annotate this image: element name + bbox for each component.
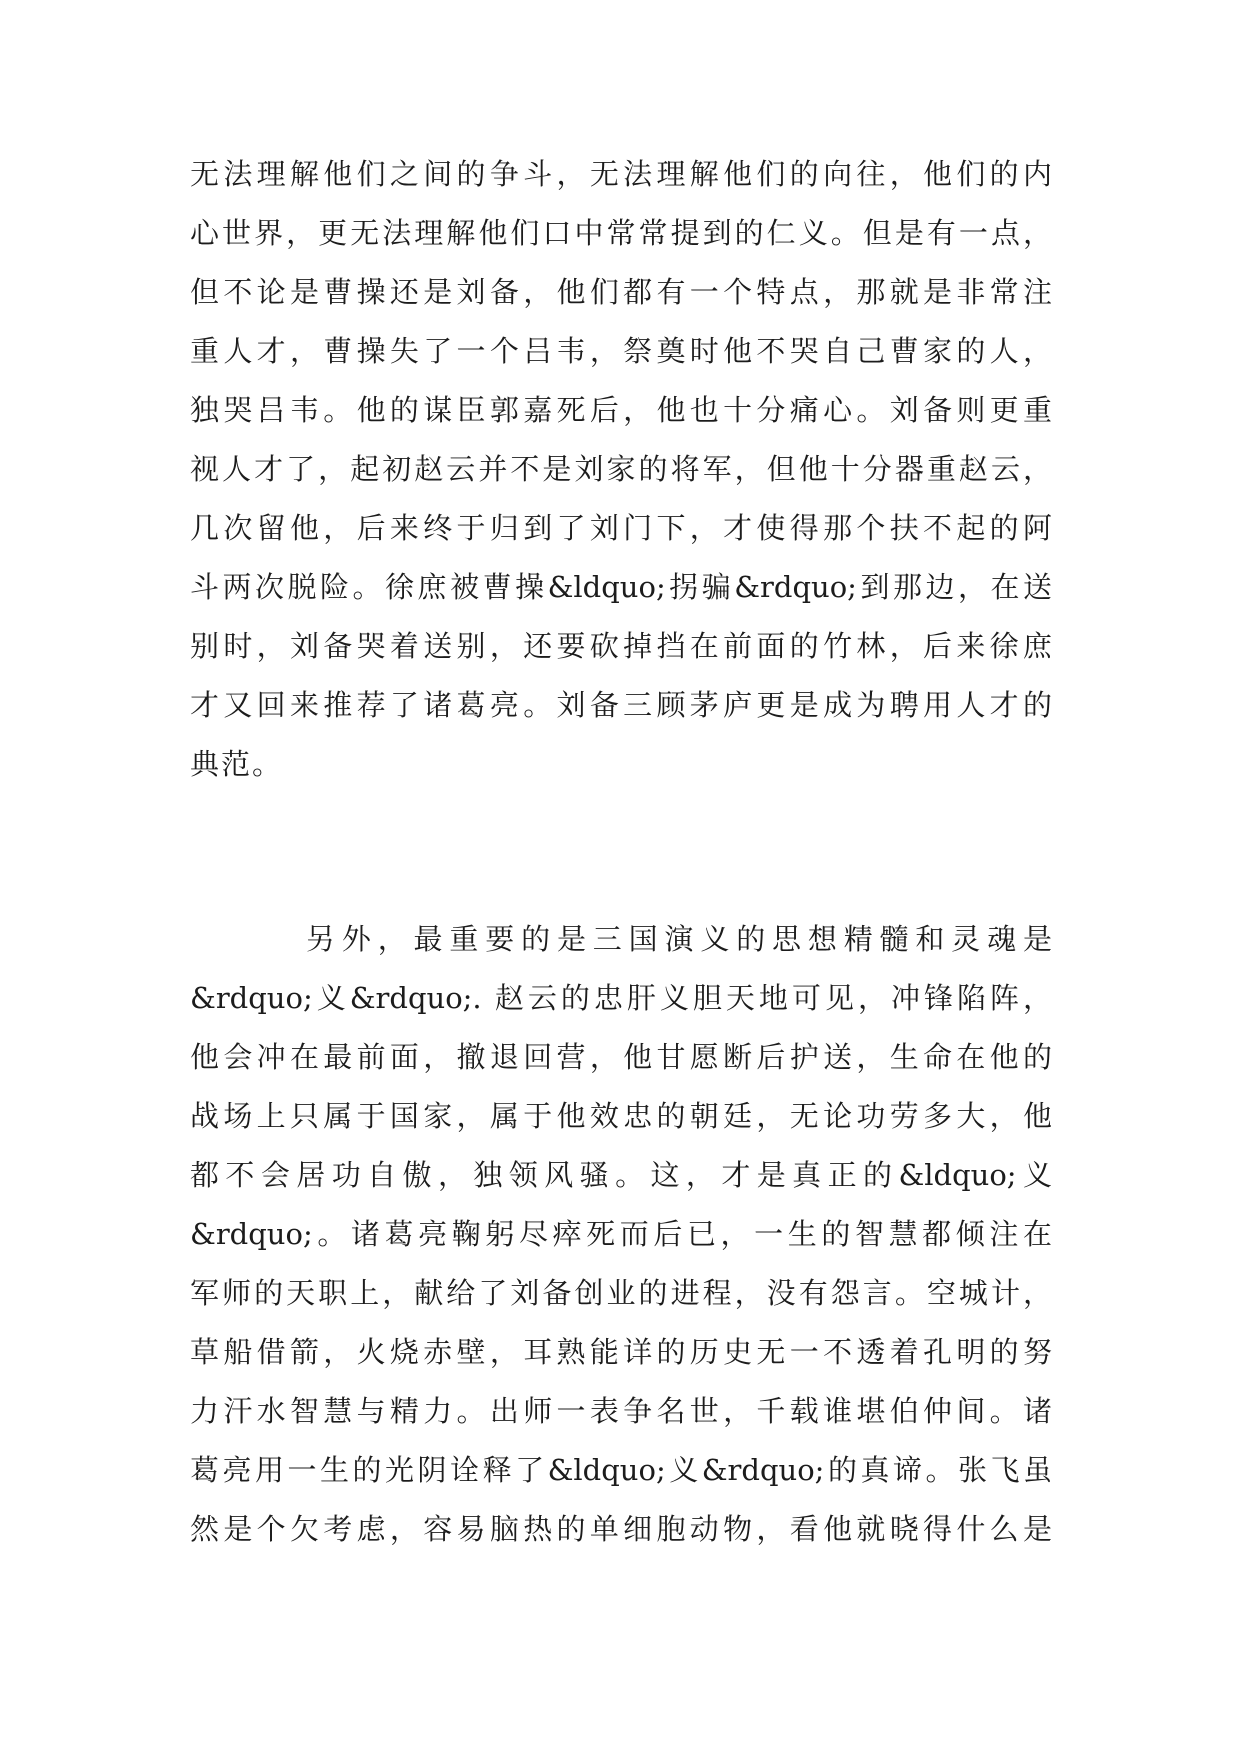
text-line: 军师的天职上，献给了刘备创业的进程，没有怨言。空城计， xyxy=(190,1276,1052,1310)
text-line: &rdquo;义&rdquo;. 赵云的忠肝义胆天地可见，冲锋陷阵， xyxy=(190,981,1052,1015)
text-line-indented: 另外，最重要的是三国演义的思想精髓和灵魂是 xyxy=(306,922,1052,956)
text-line: 重人才，曹操失了一个吕韦，祭奠时他不哭自己曹家的人， xyxy=(190,334,1052,368)
text-line: 心世界，更无法理解他们口中常常提到的仁义。但是有一点， xyxy=(190,216,1052,250)
text-line: 战场上只属于国家，属于他效忠的朝廷，无论功劳多大，他 xyxy=(190,1099,1052,1133)
text-line: 别时，刘备哭着送别，还要砍掉挡在前面的竹林，后来徐庶 xyxy=(190,629,1052,663)
text-line: 力汗水智慧与精力。出师一表争名世，千载谁堪伯仲间。诸 xyxy=(190,1394,1052,1428)
text-line: 草船借箭，火烧赤壁，耳熟能详的历史无一不透着孔明的努 xyxy=(190,1335,1052,1369)
text-line: 典范。 xyxy=(190,747,284,781)
text-line: &rdquo;。诸葛亮鞠躬尽瘁死而后已，一生的智慧都倾注在 xyxy=(190,1217,1052,1251)
text-line: 斗两次脱险。徐庶被曹操&ldquo;拐骗&rdquo;到那边，在送 xyxy=(190,570,1052,604)
text-line: 都不会居功自傲，独领风骚。这，才是真正的&ldquo;义 xyxy=(190,1158,1052,1192)
text-line: 然是个欠考虑，容易脑热的单细胞动物，看他就晓得什么是 xyxy=(190,1512,1052,1546)
text-line: 视人才了，起初赵云并不是刘家的将军，但他十分器重赵云， xyxy=(190,452,1052,486)
text-line: 独哭吕韦。他的谋臣郭嘉死后，他也十分痛心。刘备则更重 xyxy=(190,393,1052,427)
text-line: 但不论是曹操还是刘备，他们都有一个特点，那就是非常注 xyxy=(190,275,1052,309)
text-line: 葛亮用一生的光阴诠释了&ldquo;义&rdquo;的真谛。张飞虽 xyxy=(190,1453,1052,1487)
text-line: 几次留他，后来终于归到了刘门下，才使得那个扶不起的阿 xyxy=(190,511,1052,545)
text-line: 才又回来推荐了诸葛亮。刘备三顾茅庐更是成为聘用人才的 xyxy=(190,688,1052,722)
text-line: 他会冲在最前面，撤退回营，他甘愿断后护送，生命在他的 xyxy=(190,1040,1052,1074)
text-line: 无法理解他们之间的争斗，无法理解他们的向往，他们的内 xyxy=(190,157,1052,191)
